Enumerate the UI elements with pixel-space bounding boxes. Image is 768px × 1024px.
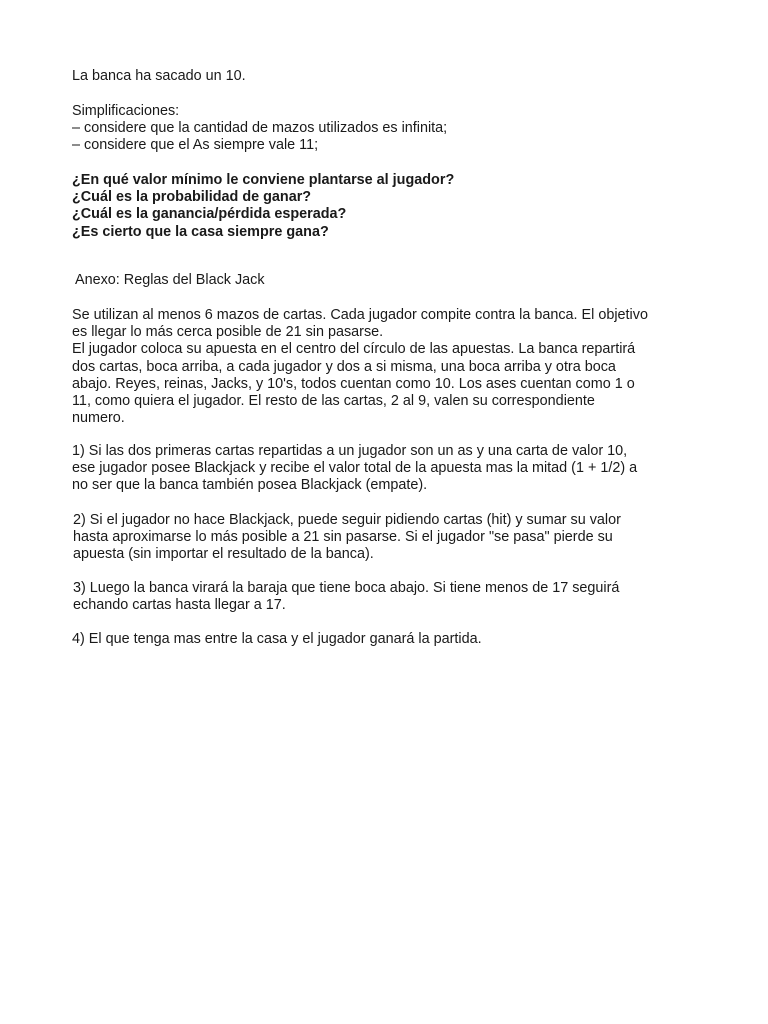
paragraph-line: Se utilizan al menos 6 mazos de cartas. Cada jugador compite contra la banca. El objetivo bbox=[72, 307, 648, 323]
paragraph-line: El jugador coloca su apuesta en el centro del círculo de las apuestas. La banca repartirá bbox=[72, 341, 636, 358]
rule-line: no ser que la banca también posea Blackjack (empate). bbox=[72, 477, 428, 494]
paragraph-line: numero. bbox=[72, 410, 125, 427]
annex-title-block bbox=[75, 272, 715, 289]
rule-4 bbox=[72, 631, 712, 648]
annex-paragraph-1 bbox=[72, 307, 712, 427]
rule-2 bbox=[73, 512, 713, 564]
question-line: ¿Cuál es la ganancia/pérdida esperada? bbox=[72, 206, 347, 223]
question-line: ¿Cuál es la probabilidad de ganar? bbox=[72, 189, 312, 206]
questions-section bbox=[72, 172, 712, 241]
intro-text: La banca ha sacado un 10. bbox=[72, 68, 246, 84]
rule-line: echando cartas hasta llegar a 17. bbox=[73, 597, 286, 614]
rule-1 bbox=[72, 443, 712, 495]
question-line: ¿Es cierto que la casa siempre gana? bbox=[72, 223, 329, 240]
rule-line: ese jugador posee Blackjack y recibe el valor total de la apuesta mas la mitad (1 + 1/2) a bbox=[72, 460, 638, 477]
paragraph-line: 11, como quiera el jugador. El resto de las cartas, 2 al 9, valen su correspondiente bbox=[72, 393, 595, 410]
annex-title: Anexo: Reglas del Black Jack bbox=[75, 272, 265, 288]
paragraph-line: es llegar lo más cerca posible de 21 sin pasarse. bbox=[72, 324, 384, 341]
question-line: ¿En qué valor mínimo le conviene plantarse al jugador? bbox=[72, 172, 455, 188]
rule-line: 3) Luego la banca virará la baraja que tiene boca abajo. Si tiene menos de 17 seguirá bbox=[73, 580, 620, 596]
simplifications-section bbox=[72, 103, 712, 155]
rule-line: apuesta (sin importar el resultado de la banca). bbox=[73, 546, 374, 563]
simplification-item: – considere que el As siempre vale 11; bbox=[72, 137, 319, 154]
paragraph-line: abajo. Reyes, reinas, Jacks, y 10's, todos cuentan como 10. Los ases cuentan como 1 o bbox=[72, 375, 635, 392]
intro-line bbox=[72, 68, 712, 85]
paragraph-line: dos cartas, boca arriba, a cada jugador y dos a si misma, una boca arriba y otra boca bbox=[72, 358, 616, 375]
simplifications-heading: Simplificaciones: bbox=[72, 103, 180, 119]
rule-line: 4) El que tenga mas entre la casa y el jugador ganará la partida. bbox=[72, 631, 482, 647]
rule-line: hasta aproximarse lo más posible a 21 sin pasarse. Si el jugador "se pasa" pierde su bbox=[73, 529, 613, 546]
rule-3 bbox=[73, 580, 713, 614]
rule-line: 1) Si las dos primeras cartas repartidas a un jugador son un as y una carta de valor 10, bbox=[72, 443, 628, 459]
rule-line: 2) Si el jugador no hace Blackjack, puede seguir pidiendo cartas (hit) y sumar su valor bbox=[73, 512, 621, 528]
simplification-item: – considere que la cantidad de mazos utilizados es infinita; bbox=[72, 120, 448, 137]
